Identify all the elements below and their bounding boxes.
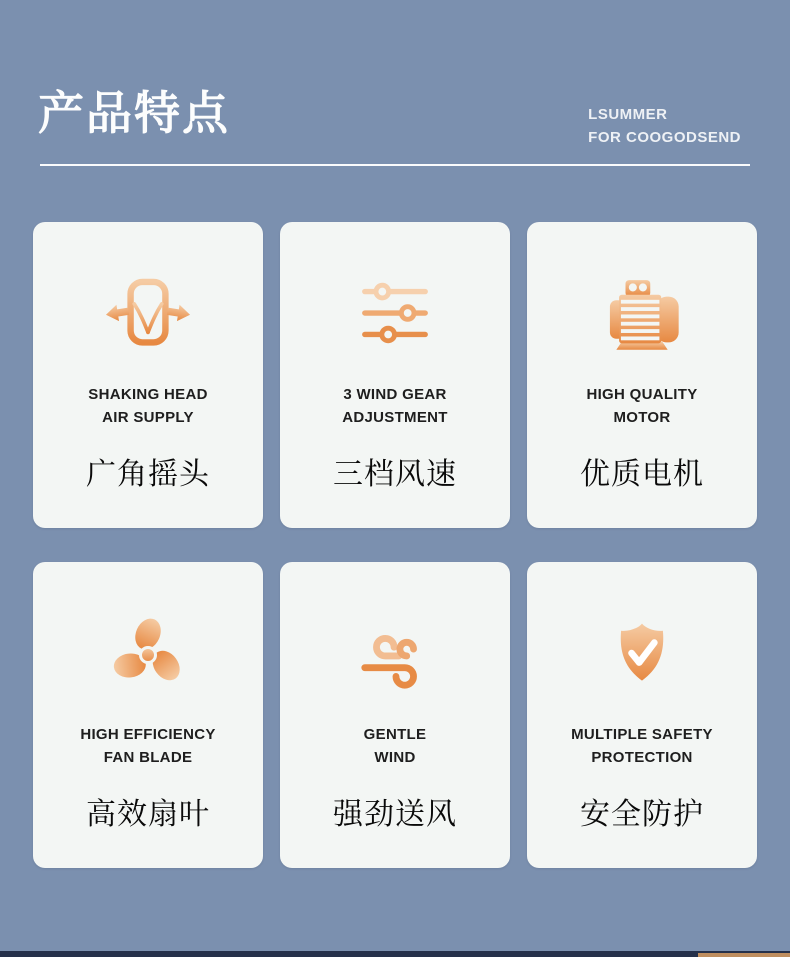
next-section-edge-right — [698, 953, 790, 957]
feature-zh-label: 三档风速 — [333, 458, 457, 491]
feature-card-safety — [527, 562, 757, 868]
feature-en-line1: GENTLE — [363, 726, 427, 743]
feature-zh-label: 高效扇叶 — [86, 798, 210, 831]
feature-en-line1: HIGH EFFICIENCY — [80, 726, 216, 743]
feature-en-line1: HIGH QUALITY — [586, 386, 698, 403]
feature-en-line2: ADJUSTMENT — [342, 409, 448, 426]
feature-en-line1: 3 WIND GEAR — [343, 386, 447, 403]
feature-card-motor — [527, 222, 757, 528]
feature-en-line2: FAN BLADE — [103, 749, 193, 766]
feature-en-line2: WIND — [374, 749, 416, 766]
fan-blade-icon — [108, 614, 188, 694]
brand-text — [588, 103, 741, 149]
header-divider — [40, 164, 750, 166]
feature-card-gentle-wind — [280, 562, 510, 868]
feature-card-fan-blade — [33, 562, 263, 868]
feature-zh-label: 优质电机 — [580, 458, 704, 491]
wind-gear-sliders-icon — [356, 275, 434, 353]
feature-zh-label: 强劲送风 — [333, 798, 457, 831]
wind-icon — [356, 615, 434, 693]
feature-cards-grid — [33, 222, 757, 868]
feature-zh-label: 安全防护 — [580, 798, 704, 831]
page-title: 产品特点 — [38, 87, 230, 139]
next-section-edge — [0, 951, 790, 957]
oscillating-head-icon — [104, 275, 192, 353]
feature-en-line2: MOTOR — [613, 409, 671, 426]
feature-card-wind-gear — [280, 222, 510, 528]
feature-en-line2: PROTECTION — [591, 749, 693, 766]
feature-card-shaking-head — [33, 222, 263, 528]
motor-icon — [598, 275, 686, 353]
feature-en-line1: MULTIPLE SAFETY — [571, 726, 713, 743]
shield-check-icon — [604, 616, 680, 692]
feature-en-line2: AIR SUPPLY — [102, 409, 194, 426]
brand-line-1: LSUMMER — [588, 106, 668, 123]
feature-en-line1: SHAKING HEAD — [88, 386, 208, 403]
feature-zh-label: 广角摇头 — [86, 458, 210, 491]
brand-line-2: FOR COOGODSEND — [588, 129, 741, 146]
